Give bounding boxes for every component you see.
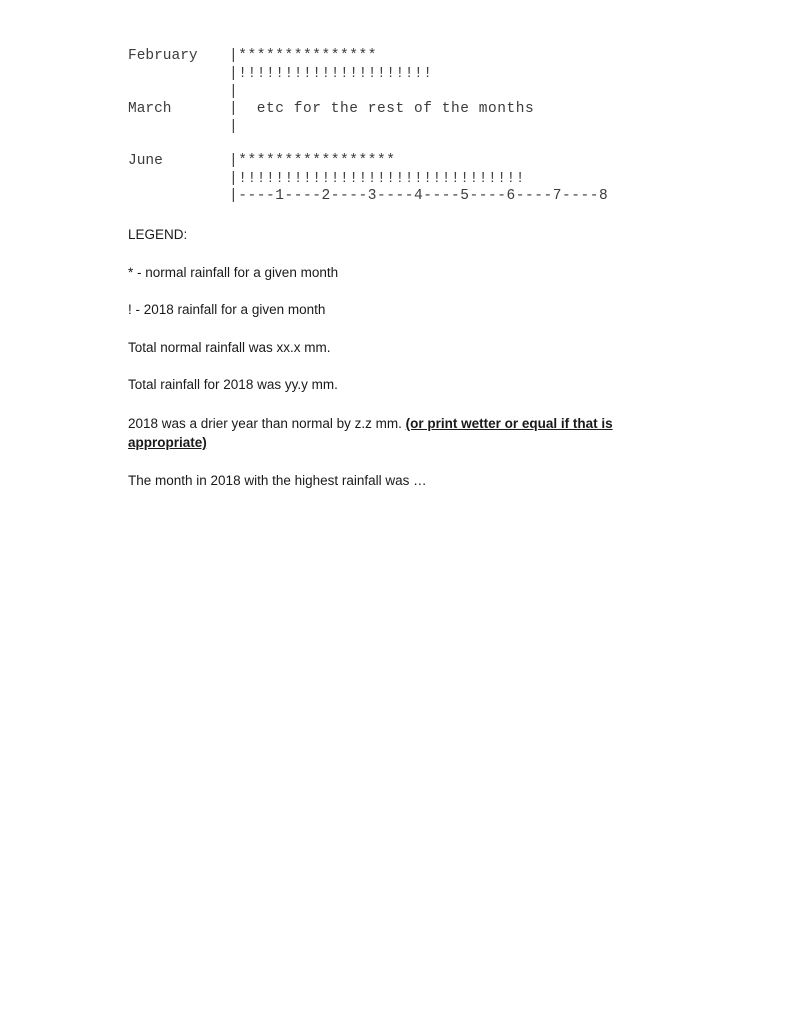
ascii-rainfall-chart [0, 0, 791, 220]
total-2018-rainfall: Total rainfall for 2018 was yy.y mm. [128, 377, 338, 392]
total-normal-rainfall: Total normal rainfall was xx.x mm. [128, 340, 331, 355]
month-label-march: March [128, 101, 172, 117]
wetter-equal-note: (or print wetter or equal if that is appropriate) [128, 416, 613, 450]
month-label-june: June [128, 153, 163, 169]
highest-rainfall-month: The month in 2018 with the highest rainfall was … [128, 473, 427, 488]
february-normal-bar: |*************** [229, 48, 378, 64]
axis-bar-spacer: | [229, 119, 239, 135]
axis-bar-spacer: | [229, 84, 239, 100]
chart-x-axis: |----1----2----3----4----5----6----7----8 [229, 188, 609, 204]
drier-year-text: 2018 was a drier year than normal by z.z mm. [128, 416, 406, 431]
legend-normal-definition: * - normal rainfall for a given month [128, 265, 339, 280]
drier-year-statement [128, 414, 648, 452]
february-2018-bar: |!!!!!!!!!!!!!!!!!!!!! [229, 66, 433, 82]
legend-heading: LEGEND: [128, 227, 188, 242]
legend-2018-definition: ! - 2018 rainfall for a given month [128, 302, 326, 317]
march-placeholder-text: | etc for the rest of the months [229, 101, 535, 117]
month-label-february: February [128, 48, 198, 64]
june-normal-bar: |***************** [229, 153, 396, 169]
june-2018-bar: |!!!!!!!!!!!!!!!!!!!!!!!!!!!!!!! [229, 171, 526, 187]
